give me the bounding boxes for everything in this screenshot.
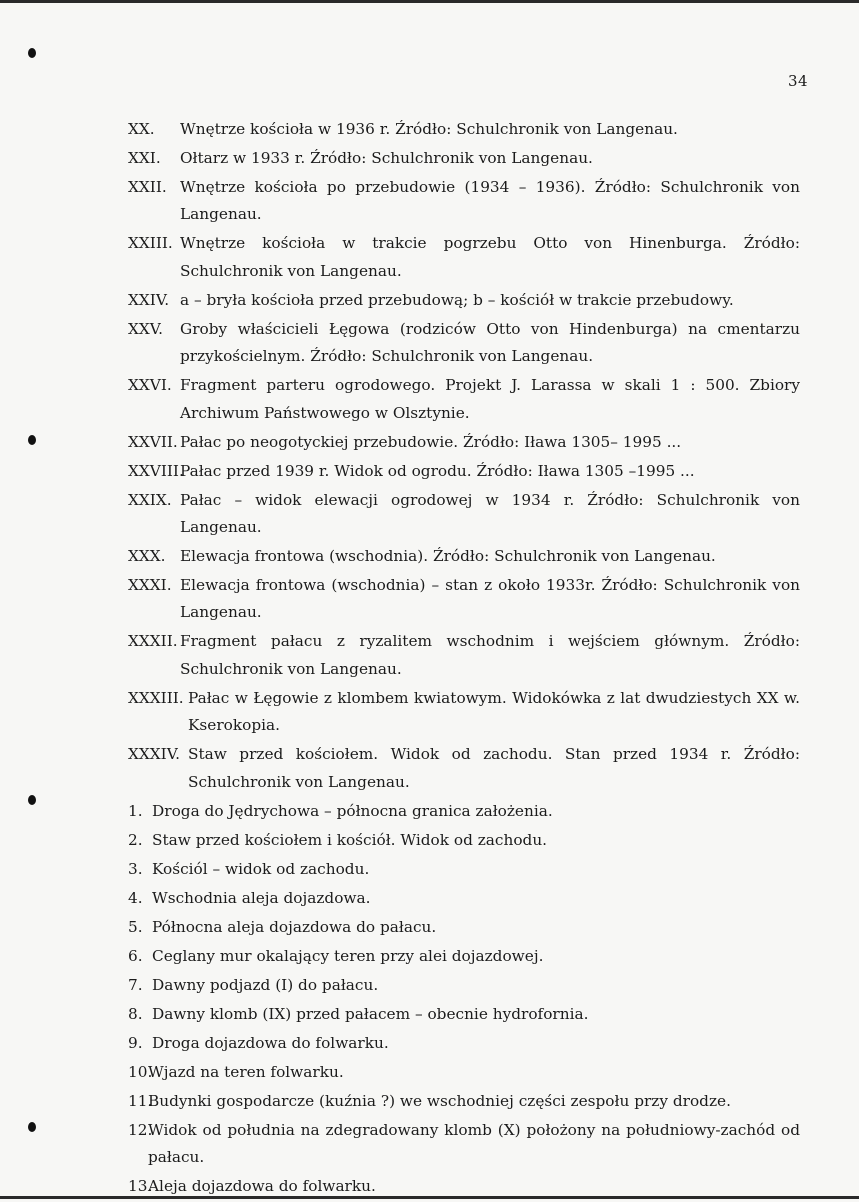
item-text: Kościól – widok od zachodu. <box>152 859 370 878</box>
item-text: Fragment pałacu z ryzalitem wschodnim i wejściem głównym. Źródło: Schulchronik von Langenau. <box>180 632 800 678</box>
item-number: 8. <box>128 1004 143 1023</box>
item-text: Ołtarz w 1933 r. Źródło: Schulchronik von Langenau. <box>180 149 593 167</box>
punch-hole-mark <box>28 435 36 445</box>
item-number: 9. <box>128 1033 143 1052</box>
list-item <box>128 827 800 854</box>
item-number: 12. <box>128 1120 153 1139</box>
item-number: XXXII. <box>128 632 178 651</box>
item-text: Aleja dojazdowa do folwarku. <box>148 1177 376 1196</box>
list-item <box>128 1030 800 1057</box>
list-item <box>128 798 800 825</box>
list-item <box>128 287 800 314</box>
item-number: XXXIII. <box>128 688 184 707</box>
item-text: Dawny podjazd (I) do pałacu. <box>152 975 379 994</box>
list-item <box>128 429 800 456</box>
item-number: XXVI. <box>128 376 172 395</box>
punch-hole-mark <box>28 1122 36 1132</box>
item-text: Droga dojazdowa do folwarku. <box>152 1033 389 1052</box>
item-number: XXXI. <box>128 576 172 595</box>
list-item <box>128 741 800 796</box>
item-text: Pałac po neogotyckiej przebudowie. Źródło: Iława 1305– 1995 ... <box>180 432 682 451</box>
item-text: Wnętrze kościoła w 1936 r. Źródło: Schulchronik von Langenau. <box>180 120 678 138</box>
item-text: Groby właścicieli Łęgowa (rodziców Otto von Hindenburga) na cmentarzu przykościelnym. Źródło: Schulchronik von Langenau. <box>180 319 800 366</box>
item-text: Staw przed kościołem i kościół. Widok od zachodu. <box>152 830 548 849</box>
item-number: 13. <box>128 1177 153 1196</box>
item-number: XXIII. <box>128 234 173 253</box>
list-item <box>128 628 800 683</box>
figure-list <box>128 116 800 1202</box>
item-text: Elewacja frontowa (wschodnia) – stan z około 1933r. Źródło: Schulchronik von Langenau. <box>180 576 800 622</box>
list-item <box>128 543 800 570</box>
item-text: Dawny klomb (IX) przed pałacem – obecnie hydrofornia. <box>152 1004 589 1023</box>
list-item <box>128 1001 800 1028</box>
list-item <box>128 572 800 627</box>
item-number: XXIV. <box>128 290 170 309</box>
item-text: Wjazd na teren folwarku. <box>148 1062 344 1081</box>
item-text: Fragment parteru ogrodowego. Projekt J. Larassa w skali 1 : 500. Zbiory Archiwum Państwowego w Olsztynie. <box>180 376 800 422</box>
list-item <box>128 458 800 485</box>
item-number: XXIX. <box>128 490 172 509</box>
item-text: Pałac przed 1939 r. Widok od ogrodu. Źródło: Iława 1305 –1995 ... <box>180 461 695 480</box>
item-text: Wnętrze kościoła w trakcie pogrzebu Otto von Hinenburga. Źródło: Schulchronik von Langenau. <box>180 234 800 280</box>
list-item <box>128 1117 800 1172</box>
item-text: Elewacja frontowa (wschodnia). Źródło: Schulchronik von Langenau. <box>180 547 716 566</box>
list-item <box>128 174 800 229</box>
item-number: 6. <box>128 946 143 965</box>
item-text: Widok od południa na zdegradowany klomb (X) położony na południowy-zachód od pałacu. <box>148 1120 800 1167</box>
list-item <box>128 1059 800 1086</box>
item-text: Droga do Jędrychowa – północna granica założenia. <box>152 801 553 820</box>
item-number: XXVIII. <box>128 461 184 480</box>
scan-top-edge <box>0 0 859 3</box>
item-number: XXVII. <box>128 432 178 451</box>
item-text: Wschodnia aleja dojazdowa. <box>152 888 371 907</box>
item-text: Pałac w Łęgowie z klombem kwiatowym. Widokówka z lat dwudziestych XX w. Kserokopia. <box>188 688 800 735</box>
item-number: XXII. <box>128 178 167 196</box>
punch-hole-mark <box>28 795 36 805</box>
item-text: Staw przed kościołem. Widok od zachodu. Stan przed 1934 r. Źródło: Schulchronik von Langenau. <box>188 745 800 791</box>
item-number: XXV. <box>128 319 164 338</box>
item-text: Pałac – widok elewacji ogrodowej w 1934 r. Źródło: Schulchronik von Langenau. <box>180 490 800 537</box>
item-number: 7. <box>128 975 143 994</box>
list-item <box>128 230 800 285</box>
item-number: 5. <box>128 917 143 936</box>
list-item <box>128 856 800 883</box>
list-item <box>128 1173 800 1200</box>
list-item <box>128 487 800 542</box>
item-number: XXI. <box>128 149 161 167</box>
item-number: 1. <box>128 801 143 820</box>
list-item <box>128 145 800 172</box>
item-text: Wnętrze kościoła po przebudowie (1934 – 1936). Źródło: Schulchronik von Langenau. <box>180 178 800 224</box>
item-number: 2. <box>128 830 143 849</box>
list-item <box>128 972 800 999</box>
item-text: Północna aleja dojazdowa do pałacu. <box>152 917 437 936</box>
list-item <box>128 943 800 970</box>
list-item <box>128 885 800 912</box>
item-number: 10. <box>128 1062 153 1081</box>
item-number: 4. <box>128 888 143 907</box>
item-text: Budynki gospodarcze (kuźnia ?) we wschodniej części zespołu przy drodze. <box>148 1091 731 1110</box>
list-item <box>128 372 800 427</box>
item-number: XX. <box>128 120 155 138</box>
item-number: 3. <box>128 859 143 878</box>
page-number: 34 <box>788 72 809 90</box>
list-item <box>128 116 800 143</box>
list-item <box>128 685 800 740</box>
punch-hole-mark <box>28 48 36 58</box>
list-item <box>128 914 800 941</box>
item-number: XXX. <box>128 547 166 566</box>
list-item <box>128 1088 800 1115</box>
item-number: XXXIV. <box>128 745 180 764</box>
item-number: 11. <box>128 1091 153 1110</box>
list-item <box>128 316 800 371</box>
item-text: Ceglany mur okalający teren przy alei dojazdowej. <box>152 946 544 965</box>
item-text: a – bryła kościoła przed przebudową; b – kościół w trakcie przebudowy. <box>180 290 734 309</box>
